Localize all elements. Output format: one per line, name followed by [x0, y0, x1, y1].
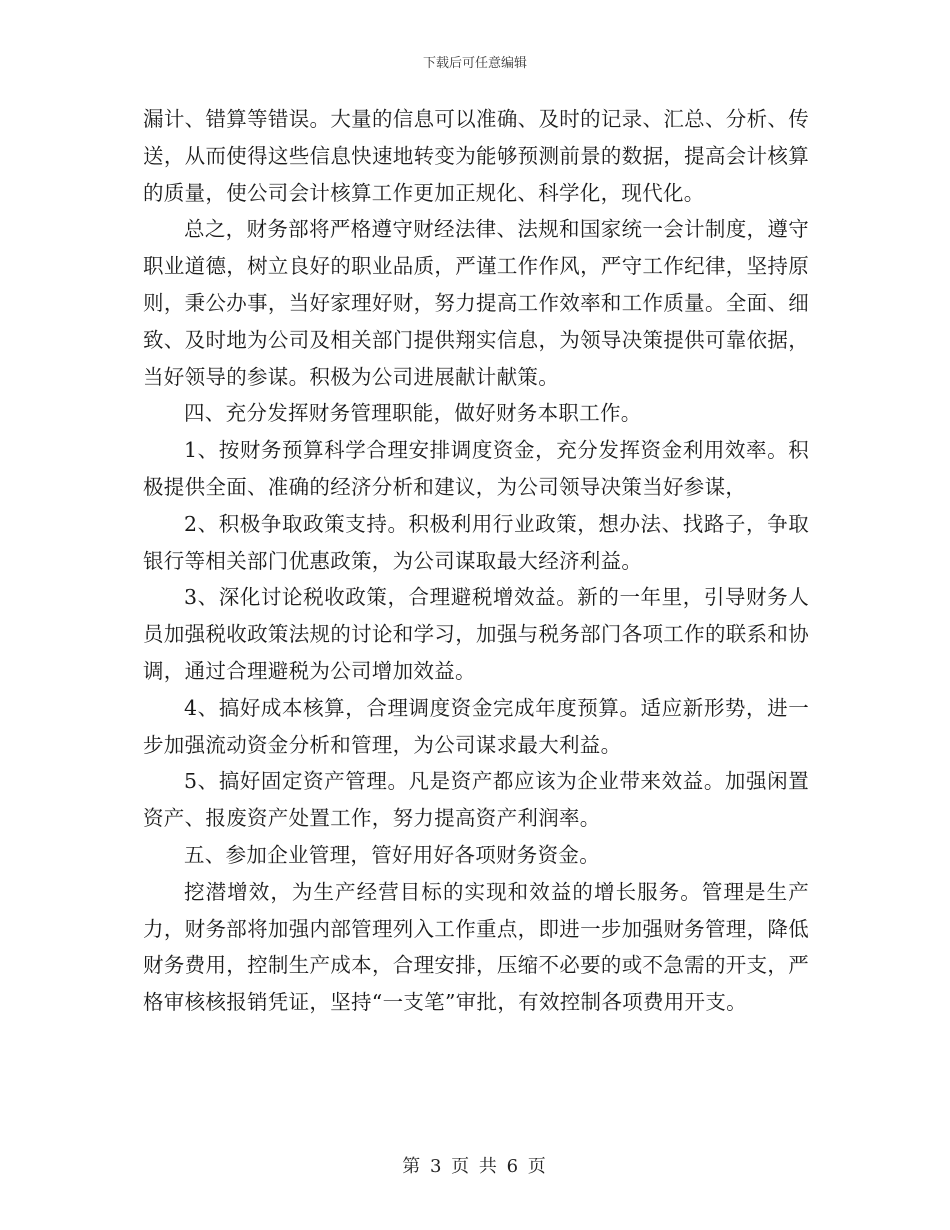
list-item-1: 1、按财务预算科学合理安排调度资金，充分发挥资金利用效率。积极提供全面、准确的经济分析和建议，为公司领导决策当好参谋， [143, 438, 809, 499]
list-item-5: 5、搞好固定资产管理。凡是资产都应该为企业带来效益。加强闲置资产、报废资产处置工作，努力提高资产利润率。 [143, 769, 809, 831]
list-item-2: 2、积极争取政策支持。积极利用行业政策，想办法、找路子，争取银行等相关部门优惠政策，为公司谋取最大经济利益。 [143, 511, 809, 573]
list-item-3: 3、深化讨论税收政策，合理避税增效益。新的一年里，引导财务人员加强税收政策法规的讨论和学习，加强与税务部门各项工作的联系和协调，通过合理避税为公司增加效益。 [143, 585, 809, 683]
page-number: 第 3 页 共 6 页 [402, 1156, 548, 1177]
section-heading-4: 四、充分发挥财务管理职能，做好财务本职工作。 [184, 401, 642, 426]
section-heading-5: 五、参加企业管理，管好用好各项财务资金。 [184, 842, 600, 867]
paragraph-2: 总之，财务部将严格遵守财经法律、法规和国家统一会计制度，遵守职业道德，树立良好的职业品质，严谨工作作风，严守工作纪律，坚持原则，秉公办事，当好家理好财，努力提高工作效率和工作质量。全面、细致、及时地为公司及相关部门提供翔实信息，为领导决策提供可靠依据，当好领导的参谋。积极为公司进展献计献策。 [143, 217, 809, 389]
page-header-note: 下载后可任意编辑 [422, 56, 527, 71]
paragraph-1: 漏计、错算等错误。大量的信息可以准确、及时的记录、汇总、分析、传送，从而使得这些信息快速地转变为能够预测前景的数据，提高会计核算的质量，使公司会计核算工作更加正规化、科学化，现代化。 [143, 107, 809, 205]
document-body [143, 101, 809, 1021]
paragraph-final: 挖潜增效，为生产经营目标的实现和效益的增长服务。管理是生产力，财务部将加强内部管理列入工作重点，即进一步加强财务管理，降低财务费用，控制生产成本，合理安排，压缩不必要的或不急需的开支，严格审核核报销凭证，坚持“一支笔”审批，有效控制各项费用开支。 [143, 879, 809, 1015]
list-item-4: 4、搞好成本核算，合理调度资金完成年度预算。适应新形势，进一步加强流动资金分析和管理，为公司谋求最大利益。 [143, 695, 809, 757]
